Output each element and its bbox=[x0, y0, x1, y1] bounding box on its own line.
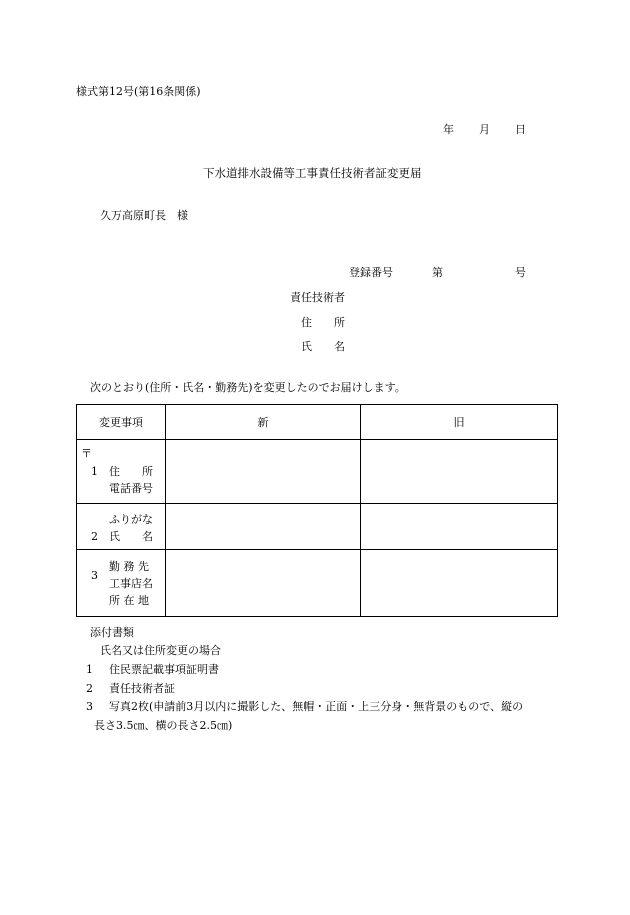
attachment-2-text: 責任技術者証 bbox=[109, 682, 175, 695]
row3-old-cell bbox=[361, 550, 558, 617]
attachment-3-cont: 長さ3.5㎝、横の長さ2.5㎝) bbox=[94, 719, 233, 732]
row1-new-cell bbox=[166, 440, 361, 504]
row3-number: 3 bbox=[91, 569, 98, 582]
row1-line2: 電話番号 bbox=[109, 482, 153, 495]
attachments-heading: 添付書類 bbox=[90, 626, 134, 639]
header-old: 旧 bbox=[453, 416, 465, 429]
date-day: 日 bbox=[515, 123, 526, 136]
registration-go: 号 bbox=[515, 266, 526, 279]
document-title: 下水道排水設備等工事責任技術者証変更届 bbox=[203, 166, 422, 180]
intro-text: 次のとおり(住所・氏名・勤務先)を変更したのでお届けします。 bbox=[90, 381, 406, 394]
row2-new-cell bbox=[166, 504, 361, 550]
row2-number: 2 bbox=[91, 530, 98, 543]
table-row bbox=[77, 440, 558, 504]
header-item: 変更事項 bbox=[99, 416, 143, 429]
row3-label-cell bbox=[77, 550, 166, 617]
row1-line1: 住 所 bbox=[109, 465, 153, 478]
attachment-1-text: 住民票記載事項証明書 bbox=[109, 663, 219, 676]
applicant-address-label: 住 所 bbox=[301, 316, 345, 329]
row1-label-cell bbox=[77, 440, 166, 504]
row1-postal: 〒 bbox=[81, 447, 92, 460]
table-row bbox=[77, 504, 558, 550]
row2-furigana: ふりがな bbox=[109, 513, 153, 526]
row3-new-cell bbox=[166, 550, 361, 617]
recipient: 久万高原町長 様 bbox=[100, 209, 188, 222]
table-header-row bbox=[77, 405, 558, 440]
applicant-name-label: 氏 名 bbox=[301, 340, 345, 353]
row1-number: 1 bbox=[91, 465, 98, 478]
row2-old-cell bbox=[361, 504, 558, 550]
table-row bbox=[77, 550, 558, 617]
change-table bbox=[76, 404, 558, 617]
row3-line1: 勤 務 先 bbox=[109, 560, 149, 573]
form-number: 様式第12号(第16条関係) bbox=[76, 85, 201, 98]
row2-label-cell bbox=[77, 504, 166, 550]
header-new-cell bbox=[166, 405, 361, 440]
header-old-cell bbox=[361, 405, 558, 440]
row1-old-cell bbox=[361, 440, 558, 504]
applicant-heading: 責任技術者 bbox=[290, 291, 345, 304]
attachment-3-num: 3 bbox=[86, 700, 93, 713]
row3-line2: 工事店名 bbox=[109, 577, 153, 590]
registration-dai: 第 bbox=[432, 266, 443, 279]
row2-line1: 氏 名 bbox=[109, 530, 153, 543]
date-month: 月 bbox=[479, 123, 490, 136]
attachment-1-num: 1 bbox=[86, 663, 93, 676]
registration-label: 登録番号 bbox=[349, 266, 393, 279]
row3-line3: 所 在 地 bbox=[109, 594, 149, 607]
attachment-3-text: 写真2枚(申請前3月以内に撮影した、無帽・正面・上三分身・無背景のもので、縦の bbox=[109, 700, 524, 713]
attachments-subheading: 氏名又は住所変更の場合 bbox=[100, 644, 221, 657]
header-new: 新 bbox=[257, 416, 269, 429]
header-item-cell bbox=[77, 405, 166, 440]
attachment-2-num: 2 bbox=[86, 682, 93, 695]
date-year: 年 bbox=[443, 123, 454, 136]
